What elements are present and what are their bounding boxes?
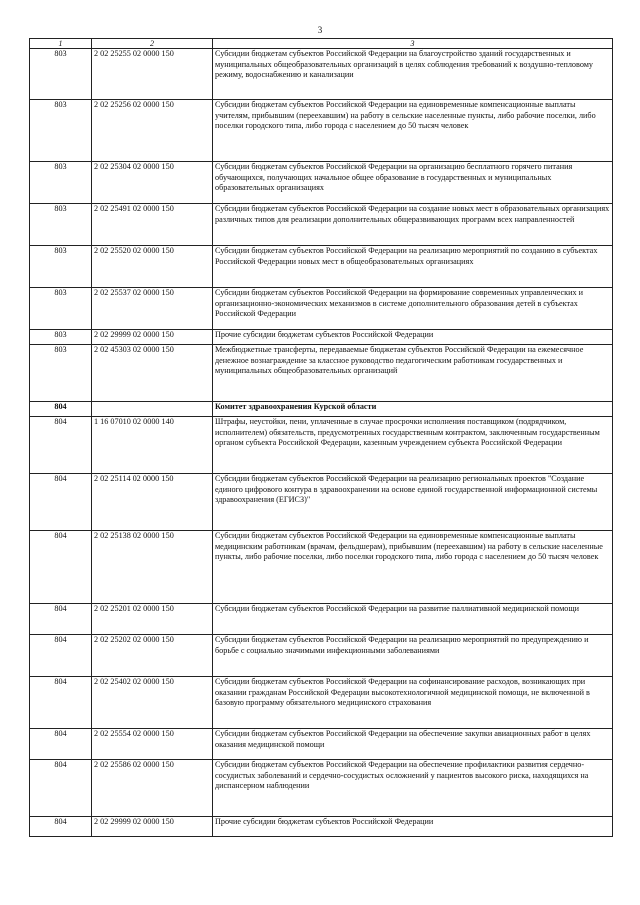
budget-code-cell: 2 02 25201 02 0000 150 bbox=[92, 604, 213, 635]
table-row bbox=[30, 677, 613, 729]
agency-code-cell: 803 bbox=[30, 49, 92, 100]
agency-code-cell: 803 bbox=[30, 288, 92, 330]
agency-code-cell: 804 bbox=[30, 635, 92, 677]
agency-code-cell: 804 bbox=[30, 817, 92, 837]
table-row bbox=[30, 729, 613, 760]
description-cell: Штрафы, неустойки, пени, уплаченные в случае просрочки исполнения поставщиком (подрядчиком, исполнителем) обязательств, предусмотренных государственным контрактом, заключенным государственным органом субъекта Российской Федерации, казенным учреждением субъекта Российской Федерации bbox=[213, 417, 613, 474]
agency-code-cell: 803 bbox=[30, 330, 92, 345]
description-cell: Субсидии бюджетам субъектов Российской Федерации на создание новых мест в образовательных организациях различных типов для реализации дополнительных общеразвивающих программ всех направленностей bbox=[213, 204, 613, 246]
table-row bbox=[30, 604, 613, 635]
budget-code-cell: 2 02 25304 02 0000 150 bbox=[92, 162, 213, 204]
description-cell: Субсидии бюджетам субъектов Российской Федерации на софинансирование расходов, возникающих при оказании гражданам Российской Федерации высокотехнологичной медицинской помощи, не включенной в базовую программу обязательного медицинского страхования bbox=[213, 677, 613, 729]
description-cell: Субсидии бюджетам субъектов Российской Федерации на формирование современных управленческих и организационно-экономических механизмов в системе дополнительного образования детей в субъектах Российской Федерации bbox=[213, 288, 613, 330]
budget-code-cell: 2 02 25537 02 0000 150 bbox=[92, 288, 213, 330]
table-row bbox=[30, 288, 613, 330]
budget-code-cell: 2 02 25255 02 0000 150 bbox=[92, 49, 213, 100]
table-row bbox=[30, 204, 613, 246]
description-cell: Субсидии бюджетам субъектов Российской Федерации на обеспечение профилактики развития сердечно-сосудистых заболеваний и сердечно-сосудистых осложнений у пациентов высокого риска, находящихся на диспансерном наблюдении bbox=[213, 760, 613, 817]
description-cell: Субсидии бюджетам субъектов Российской Федерации на реализацию мероприятий по предупреждению и борьбе с социально значимыми инфекционными заболеваниями bbox=[213, 635, 613, 677]
description-cell: Субсидии бюджетам субъектов Российской Федерации на обеспечение закупки авиационных работ в целях оказания медицинской помощи bbox=[213, 729, 613, 760]
budget-code-cell bbox=[92, 402, 213, 417]
agency-code-cell: 803 bbox=[30, 345, 92, 402]
budget-code-cell: 2 02 25256 02 0000 150 bbox=[92, 100, 213, 162]
agency-code-cell: 803 bbox=[30, 100, 92, 162]
description-cell: Прочие субсидии бюджетам субъектов Российской Федерации bbox=[213, 817, 613, 837]
table-row bbox=[30, 635, 613, 677]
page-number: 3 bbox=[317, 25, 323, 35]
description-cell: Субсидии бюджетам субъектов Российской Федерации на благоустройство зданий государственных и муниципальных общеобразовательных организаций в целях соблюдения требований к воздушно-тепловому режиму, водоснабжению и канализации bbox=[213, 49, 613, 100]
budget-code-cell: 2 02 25402 02 0000 150 bbox=[92, 677, 213, 729]
table-row bbox=[30, 162, 613, 204]
agency-code-cell: 804 bbox=[30, 417, 92, 474]
agency-code-cell: 804 bbox=[30, 729, 92, 760]
agency-code-cell: 804 bbox=[30, 474, 92, 531]
budget-code-cell: 2 02 25586 02 0000 150 bbox=[92, 760, 213, 817]
description-cell: Межбюджетные трансферты, передаваемые бюджетам субъектов Российской Федерации на ежемесячное денежное вознаграждение за классное руководство педагогическим работникам государственных и муниципальных общеобразовательных организаций bbox=[213, 345, 613, 402]
description-cell: Прочие субсидии бюджетам субъектов Российской Федерации bbox=[213, 330, 613, 345]
agency-code-cell: 804 bbox=[30, 677, 92, 729]
table-row bbox=[30, 330, 613, 345]
description-cell: Комитет здравоохранения Курской области bbox=[213, 402, 613, 417]
budget-code-cell: 2 02 45303 02 0000 150 bbox=[92, 345, 213, 402]
description-cell: Субсидии бюджетам субъектов Российской Федерации на единовременные компенсационные выплаты медицинским работникам (врачам, фельдшерам), прибывшим (переехавшим) на работу в сельские населенные пункты, либо рабочие поселки, либо поселки городского типа, либо города с населением до 50 тысяч человек bbox=[213, 531, 613, 604]
column-header-2: 2 bbox=[92, 39, 213, 49]
table-row bbox=[30, 760, 613, 817]
agency-code-cell: 803 bbox=[30, 162, 92, 204]
agency-code-cell: 803 bbox=[30, 204, 92, 246]
budget-code-cell: 2 02 29999 02 0000 150 bbox=[92, 330, 213, 345]
budget-code-cell: 2 02 25554 02 0000 150 bbox=[92, 729, 213, 760]
description-cell: Субсидии бюджетам субъектов Российской Федерации на реализацию мероприятий по созданию в субъектах Российской Федерации новых мест в общеобразовательных организациях bbox=[213, 246, 613, 288]
column-header-1: 1 bbox=[30, 39, 92, 49]
revenue-codes-table bbox=[29, 38, 613, 837]
table-row bbox=[30, 49, 613, 100]
description-cell: Субсидии бюджетам субъектов Российской Федерации на единовременные компенсационные выплаты учителям, прибывшим (переехавшим) на работу в сельские населенные пункты, либо рабочие поселки, либо поселки городского типа, либо города с населением до 50 тысяч человек bbox=[213, 100, 613, 162]
column-header-3: 3 bbox=[213, 39, 613, 49]
budget-code-cell: 2 02 25138 02 0000 150 bbox=[92, 531, 213, 604]
table-row bbox=[30, 474, 613, 531]
budget-code-cell: 2 02 29999 02 0000 150 bbox=[92, 817, 213, 837]
table-row bbox=[30, 417, 613, 474]
agency-code-cell: 803 bbox=[30, 246, 92, 288]
agency-code-cell: 804 bbox=[30, 402, 92, 417]
table-row bbox=[30, 402, 613, 417]
budget-code-cell: 2 02 25520 02 0000 150 bbox=[92, 246, 213, 288]
description-cell: Субсидии бюджетам субъектов Российской Федерации на реализацию региональных проектов "Создание единого цифрового контура в здравоохранении на основе единой государственной информационной системы здравоохранения (ЕГИСЗ)" bbox=[213, 474, 613, 531]
budget-code-cell: 2 02 25202 02 0000 150 bbox=[92, 635, 213, 677]
budget-code-cell: 2 02 25491 02 0000 150 bbox=[92, 204, 213, 246]
table-row bbox=[30, 100, 613, 162]
table-row bbox=[30, 246, 613, 288]
description-cell: Субсидии бюджетам субъектов Российской Федерации на организацию бесплатного горячего питания обучающихся, получающих начальное общее образование в государственных и муниципальных образовательных организациях bbox=[213, 162, 613, 204]
agency-code-cell: 804 bbox=[30, 604, 92, 635]
table-row bbox=[30, 345, 613, 402]
description-cell: Субсидии бюджетам субъектов Российской Федерации на развитие паллиативной медицинской помощи bbox=[213, 604, 613, 635]
table-row bbox=[30, 531, 613, 604]
table-header-row bbox=[30, 39, 613, 49]
budget-code-cell: 1 16 07010 02 0000 140 bbox=[92, 417, 213, 474]
budget-code-cell: 2 02 25114 02 0000 150 bbox=[92, 474, 213, 531]
agency-code-cell: 804 bbox=[30, 760, 92, 817]
agency-code-cell: 804 bbox=[30, 531, 92, 604]
table-row bbox=[30, 817, 613, 837]
